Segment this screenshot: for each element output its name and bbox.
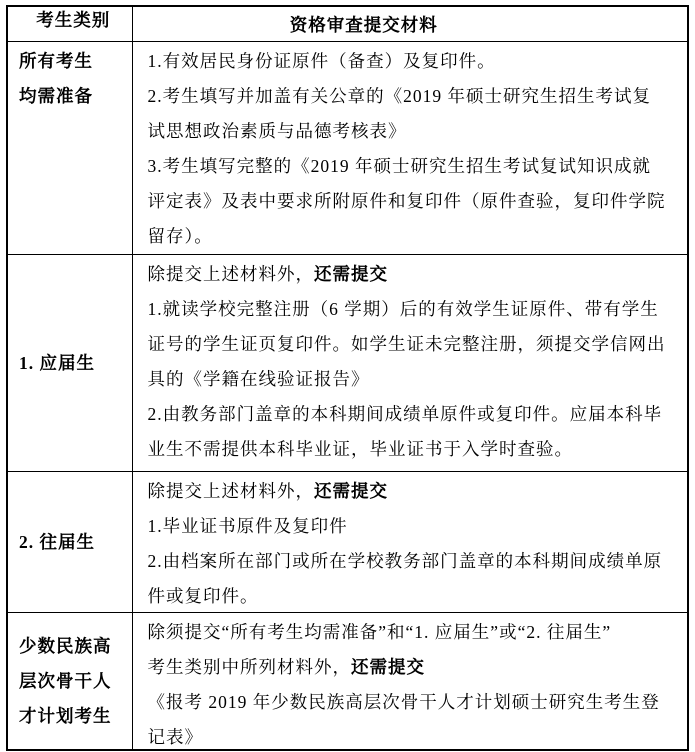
line-text: 考生类别中所列材料外， (147, 657, 351, 677)
material-text-line (148, 544, 680, 579)
line-text: 除须提交“所有考生均需准备”和“1. 应届生”或“2. 往届生” (147, 622, 612, 642)
material-text-line (148, 257, 680, 292)
category-label-line: 所有考生 (19, 51, 93, 71)
line-text: 业生不需提供本科毕业证，毕业证书于入学时查验。 (147, 439, 573, 459)
material-text-line (148, 615, 680, 650)
material-text-line (148, 509, 680, 544)
material-text-line (148, 579, 680, 612)
material-text-line (148, 79, 680, 114)
category-cell-fresh-graduates (8, 255, 133, 471)
line-text: 《报考 2019 年少数民族高层次骨干人才计划硕士研究生考生登 (147, 692, 660, 712)
category-label-line: 少数民族高 (19, 635, 112, 656)
line-text: 评定表》及表中要求所附原件和复印件（原件查验，复印件学院 (147, 191, 666, 211)
line-text: 2.考生填写并加盖有关公章的《2019 年硕士研究生招生考试复 (147, 86, 651, 106)
materials-cell-fresh-graduates (133, 255, 688, 471)
table-row-previous-graduates (8, 471, 687, 612)
line-text: 1.有效居民身份证原件（备查）及复印件。 (147, 51, 496, 71)
table-header-row (8, 7, 687, 41)
line-text: 试思想政治素质与品德考核表》 (147, 121, 407, 141)
material-text-line (148, 397, 680, 432)
material-text-line (148, 114, 680, 149)
material-text-line (148, 149, 680, 184)
line-text: 1.毕业证书原件及复印件 (147, 516, 348, 536)
material-text-line (148, 474, 680, 509)
header-cell-materials: 资格审查提交材料 (289, 14, 438, 35)
materials-table (6, 5, 689, 751)
material-text-line (148, 685, 680, 720)
line-bold-text: 还需提交 (351, 657, 425, 677)
line-text: 除提交上述材料外， (147, 481, 314, 501)
line-text: 具的《学籍在线验证报告》 (147, 369, 370, 389)
material-text-line (148, 650, 680, 685)
category-cell-all-candidates (8, 42, 133, 254)
category-label-line: 1. 应届生 (19, 352, 95, 373)
category-label-line: 层次骨干人 (19, 670, 112, 691)
table-row-fresh-graduates (8, 254, 687, 471)
line-text: 2.由教务部门盖章的本科期间成绩单原件或复印件。应届本科毕 (147, 404, 663, 424)
table-row-minority-program (8, 612, 687, 749)
category-label-line: 2. 往届生 (19, 531, 95, 552)
material-text-line (148, 432, 680, 467)
category-cell-minority-program (8, 613, 133, 749)
material-text-line (148, 184, 680, 219)
header-cell-category: 考生类别 (8, 7, 133, 41)
line-bold-text: 还需提交 (314, 481, 388, 501)
material-text-line (148, 292, 680, 327)
material-text-line (148, 720, 680, 749)
material-text-line (148, 362, 680, 397)
line-text: 2.由档案所在部门或所在学校教务部门盖章的本科期间成绩单原 (147, 551, 663, 571)
material-text-line (148, 219, 680, 254)
material-text-line (148, 44, 680, 79)
line-text: 证号的学生证页复印件。如学生证未完整注册，须提交学信网出 (147, 334, 666, 354)
table-row-all-candidates (8, 41, 687, 254)
materials-cell-minority-program (133, 613, 688, 749)
category-cell-previous-graduates (8, 472, 133, 612)
materials-cell-previous-graduates (133, 472, 688, 612)
line-text: 件或复印件。 (147, 586, 259, 606)
category-label-line: 才计划考生 (19, 705, 112, 726)
line-text: 记表》 (147, 727, 203, 747)
line-bold-text: 还需提交 (314, 264, 388, 284)
line-text: 留存）。 (147, 226, 213, 246)
line-text: 除提交上述材料外， (147, 264, 314, 284)
materials-cell-all-candidates (133, 42, 688, 254)
category-label-line: 均需准备 (19, 86, 93, 106)
material-text-line (148, 327, 680, 362)
line-text: 1.就读学校完整注册（6 学期）后的有效学生证原件、带有学生 (147, 299, 659, 319)
line-text: 3.考生填写完整的《2019 年硕士研究生招生考试复试知识成就 (147, 156, 651, 176)
